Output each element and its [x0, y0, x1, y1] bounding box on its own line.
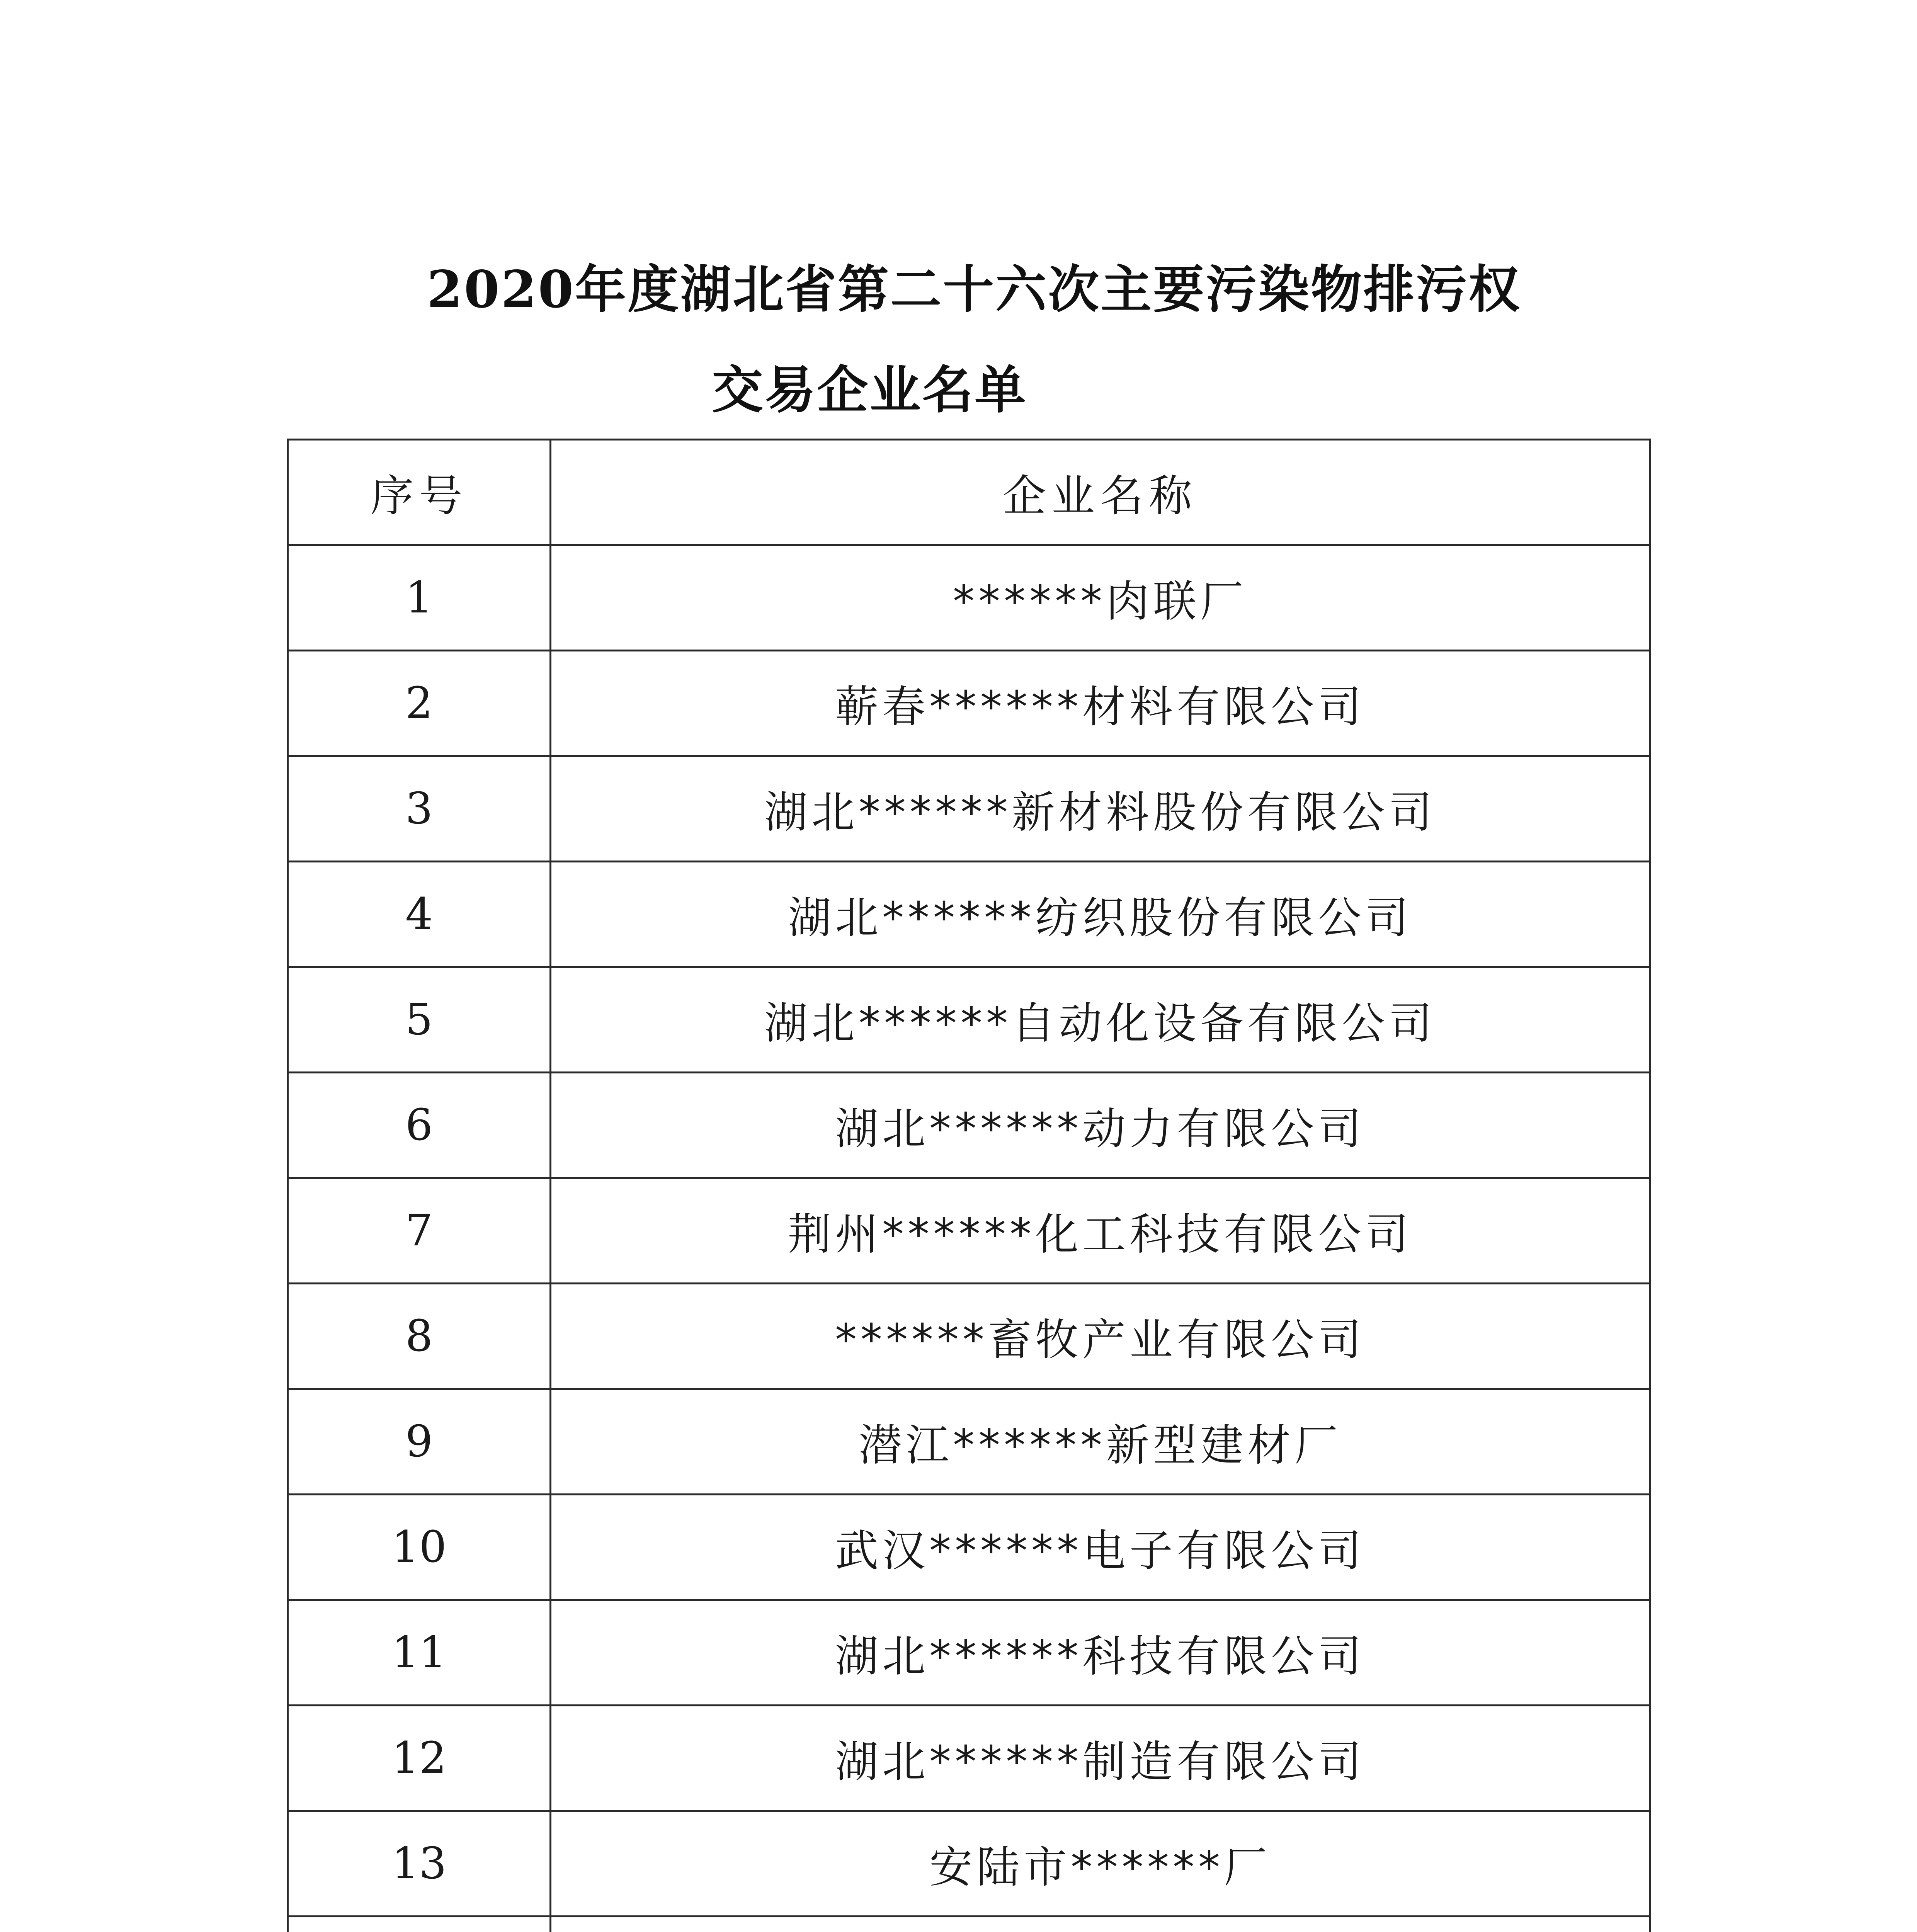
- row-index: 8: [288, 1284, 551, 1389]
- table-row: [288, 756, 1650, 862]
- enterprise-name: ******畜牧产业有限公司: [551, 1284, 1650, 1389]
- row-index: 13: [288, 1811, 551, 1917]
- row-index: 4: [288, 862, 551, 967]
- enterprise-name: 湖北******动力有限公司: [551, 1073, 1650, 1178]
- enterprise-name: 安陆市******厂: [551, 1811, 1650, 1917]
- row-index: 11: [288, 1600, 551, 1706]
- table-row: [288, 1706, 1650, 1811]
- enterprise-name: 潜江******新型建材厂: [551, 1389, 1650, 1495]
- row-index: 9: [288, 1389, 551, 1495]
- table-row: [288, 1917, 1650, 1932]
- table-row: [288, 1495, 1650, 1600]
- row-index: 7: [288, 1178, 551, 1284]
- table-row: [288, 967, 1650, 1073]
- column-header-name: 企业名称: [551, 440, 1650, 545]
- row-index: [288, 1917, 551, 1932]
- table-row: [288, 1600, 1650, 1706]
- row-index: 2: [288, 651, 551, 756]
- enterprise-name: 湖北******自动化设备有限公司: [551, 967, 1650, 1073]
- document-title-line-1: 2020年度湖北省第二十六次主要污染物排污权: [427, 260, 1521, 320]
- table-row: [288, 1389, 1650, 1495]
- table-row: [288, 862, 1650, 967]
- row-index: 1: [288, 545, 551, 651]
- table-row: [288, 1811, 1650, 1917]
- enterprise-name: 湖北******制造有限公司: [551, 1706, 1650, 1811]
- row-index: 10: [288, 1495, 551, 1600]
- table-row: [288, 1178, 1650, 1284]
- row-index: 6: [288, 1073, 551, 1178]
- enterprise-name: [551, 1917, 1650, 1932]
- table-row: [288, 1073, 1650, 1178]
- table-row: [288, 1284, 1650, 1389]
- enterprise-name: ******肉联厂: [551, 545, 1650, 651]
- table-header-row: [288, 440, 1650, 545]
- document-title-line-2: 交易企业名单: [712, 360, 1027, 420]
- enterprise-table: [287, 439, 1651, 1932]
- enterprise-name: 蕲春******材料有限公司: [551, 651, 1650, 756]
- table-row: [288, 651, 1650, 756]
- row-index: 12: [288, 1706, 551, 1811]
- enterprise-list-table: [287, 439, 1649, 1932]
- table-row: [288, 545, 1650, 651]
- enterprise-name: 湖北******新材料股份有限公司: [551, 756, 1650, 862]
- enterprise-name: 荆州******化工科技有限公司: [551, 1178, 1650, 1284]
- enterprise-name: 湖北******科技有限公司: [551, 1600, 1650, 1706]
- row-index: 5: [288, 967, 551, 1073]
- enterprise-name: 湖北******纺织股份有限公司: [551, 862, 1650, 967]
- enterprise-name: 武汉******电子有限公司: [551, 1495, 1650, 1600]
- row-index: 3: [288, 756, 551, 862]
- column-header-index: 序号: [288, 440, 551, 545]
